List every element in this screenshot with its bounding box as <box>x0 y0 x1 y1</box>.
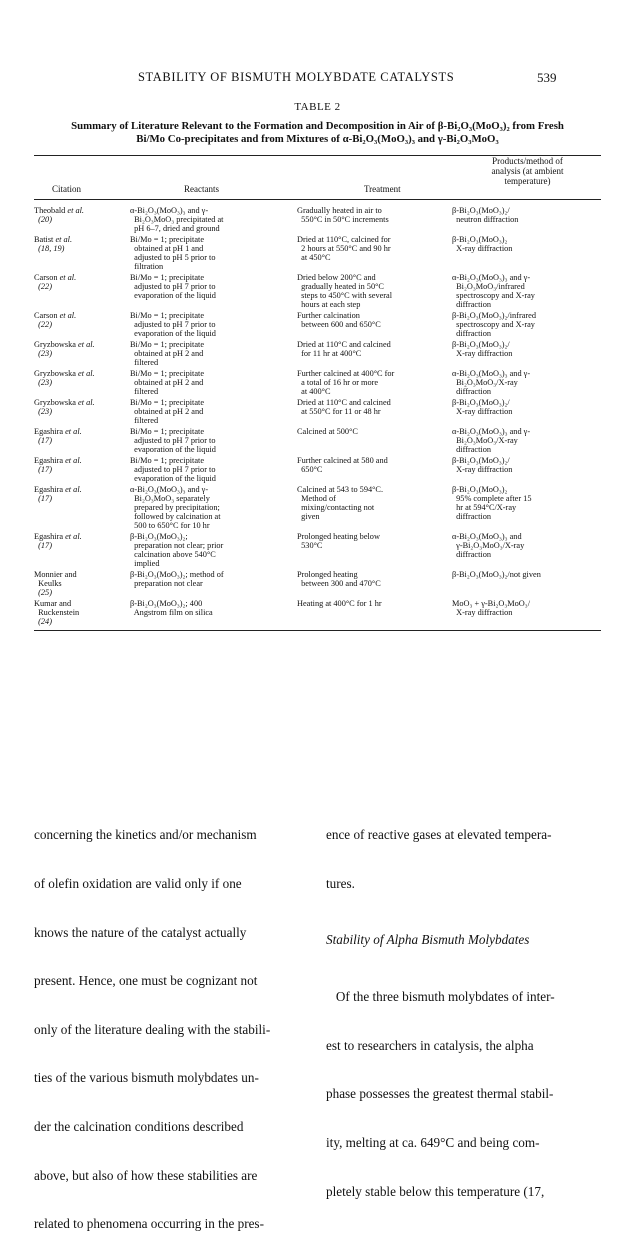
header-products-line: analysis (at ambient <box>491 166 564 176</box>
cell-citation <box>34 485 130 530</box>
cell-treatment <box>297 235 452 271</box>
cell-line: (20) <box>34 215 52 224</box>
cell-treatment <box>297 485 452 530</box>
cell-line: calcination above 540°C <box>130 550 216 559</box>
cell-line: obtained at pH 1 and <box>130 244 204 253</box>
cell-line: obtained at pH 2 and <box>130 378 204 387</box>
table-row <box>34 427 601 454</box>
cell-line: Calcined at 500°C <box>297 427 358 436</box>
cell-line: X-ray diffraction <box>452 465 513 474</box>
body-line: tures. <box>326 876 355 892</box>
cell-products <box>452 599 601 626</box>
body-line: ity, melting at ca. 649°C and being com- <box>326 1135 540 1151</box>
cell-line: β-Bi₂O₃(MoO₃)₂ <box>452 485 508 494</box>
cell-citation <box>34 570 130 597</box>
table-row <box>34 570 601 597</box>
cell-line: filtered <box>130 358 159 367</box>
cell-line: Bi₂O₃MoO₃/X-ray <box>452 436 518 445</box>
cell-line: Angstrom film on silica <box>130 608 213 617</box>
cell-treatment <box>297 369 452 396</box>
cell-line: Bi/Mo = 1; precipitate <box>130 340 205 349</box>
cell-line: Bi₂O₃MoO₃/X-ray <box>452 378 518 387</box>
cell-line: Further calcined at 580 and <box>297 456 388 465</box>
cell-line: X-ray diffraction <box>452 244 513 253</box>
cell-line: 550°C in 50°C increments <box>297 215 389 224</box>
cell-line: Egashira et al. <box>34 532 82 541</box>
body-left-column <box>34 795 311 1249</box>
table-row <box>34 311 601 338</box>
cell-products <box>452 273 601 309</box>
table-row <box>34 340 601 367</box>
cell-line: filtration <box>130 262 164 271</box>
table-row <box>34 235 601 271</box>
cell-line: (17) <box>34 465 52 474</box>
cell-products <box>452 340 601 367</box>
cell-line: α-Bi₂O₃(MoO₃)₃ and γ- <box>452 273 531 282</box>
cell-reactants <box>130 311 297 338</box>
body-right-column <box>326 795 603 1216</box>
cell-line: adjusted to pH 7 prior to <box>130 282 216 291</box>
body-line: of olefin oxidation are valid only if one <box>34 876 242 892</box>
cell-line: Gryzbowska et al. <box>34 369 95 378</box>
cell-line: Bi₂O₃MoO₃ separately <box>130 494 210 503</box>
cell-line: (17) <box>34 494 52 503</box>
cell-citation <box>34 369 130 396</box>
cell-line: (18, 19) <box>34 244 65 253</box>
cell-line: evaporation of the liquid <box>130 329 216 338</box>
cell-line: (22) <box>34 320 52 329</box>
cell-products <box>452 485 601 530</box>
cell-reactants <box>130 273 297 309</box>
cell-reactants <box>130 456 297 483</box>
cell-line: obtained at pH 2 and <box>130 407 204 416</box>
body-line: ence of reactive gases at elevated tempera- <box>326 827 552 843</box>
cell-line: filtered <box>130 416 159 425</box>
cell-line: (24) <box>34 617 52 626</box>
table-row <box>34 532 601 568</box>
cell-line: implied <box>130 559 160 568</box>
cell-line: obtained at pH 2 and <box>130 349 204 358</box>
cell-products <box>452 532 601 568</box>
cell-line: Dried at 110°C and calcined <box>297 398 391 407</box>
table-caption-line: Bi/Mo Co-precipitates and from Mixtures of α-Bi₂O₃(MoO₃)₃ and γ-Bi₂O₃MoO₃ <box>136 133 499 145</box>
cell-products <box>452 427 601 454</box>
cell-line: β-Bi₂O₃(MoO₃)₂/infrared <box>452 311 536 320</box>
cell-line: evaporation of the liquid <box>130 474 216 483</box>
cell-line: α-Bi₂O₃(MoO₃)₃ and γ- <box>452 427 531 436</box>
cell-line: X-ray diffraction <box>452 407 513 416</box>
cell-products <box>452 311 601 338</box>
cell-line: Calcined at 543 to 594°C. <box>297 485 384 494</box>
cell-line: Egashira et al. <box>34 485 82 494</box>
cell-reactants <box>130 427 297 454</box>
cell-line: at 450°C <box>297 253 331 262</box>
cell-line: Prolonged heating below <box>297 532 380 541</box>
cell-line: Batist et al. <box>34 235 73 244</box>
cell-line: γ-Bi₂O₃MoO₃/X-ray <box>452 541 525 550</box>
header-treatment: Treatment <box>364 184 401 194</box>
cell-citation <box>34 599 130 626</box>
cell-line: Bi/Mo = 1; precipitate <box>130 427 205 436</box>
cell-line: Gryzbowska et al. <box>34 398 95 407</box>
table-row <box>34 369 601 396</box>
cell-line: β-Bi₂O₃(MoO₃)₂/ <box>452 456 510 465</box>
cell-line: (23) <box>34 349 52 358</box>
cell-products <box>452 235 601 271</box>
cell-line: at 400°C <box>297 387 331 396</box>
body-line: concerning the kinetics and/or mechanism <box>34 827 257 843</box>
cell-line: X-ray diffraction <box>452 608 513 617</box>
cell-line: spectroscopy and X-ray <box>452 291 535 300</box>
cell-line: prepared by precipitation; <box>130 503 220 512</box>
cell-line: Gryzbowska et al. <box>34 340 95 349</box>
cell-line: between 600 and 650°C <box>297 320 381 329</box>
cell-line: for 11 hr at 400°C <box>297 349 362 358</box>
cell-line: hours at each step <box>297 300 361 309</box>
cell-reactants <box>130 369 297 396</box>
cell-line: X-ray diffraction <box>452 349 513 358</box>
body-line: phase possesses the greatest thermal stabil- <box>326 1086 554 1102</box>
cell-line: β-Bi₂O₃(MoO₃)₂; <box>130 532 188 541</box>
cell-line: mixing/contacting not <box>297 503 375 512</box>
header-reactants: Reactants <box>184 184 219 194</box>
cell-line: Egashira et al. <box>34 427 82 436</box>
cell-line: neutron diffraction <box>452 215 519 224</box>
cell-line: adjusted to pH 5 prior to <box>130 253 216 262</box>
cell-line: Monnier and <box>34 570 77 579</box>
cell-line: Bi/Mo = 1; precipitate <box>130 311 205 320</box>
cell-treatment <box>297 427 452 454</box>
cell-reactants <box>130 206 297 233</box>
cell-line: Carson et al. <box>34 311 77 320</box>
cell-line: 530°C <box>297 541 323 550</box>
cell-treatment <box>297 599 452 626</box>
page-number: 539 <box>537 70 557 85</box>
table-header-row <box>34 156 601 196</box>
cell-treatment <box>297 532 452 568</box>
cell-line: a total of 16 hr or more <box>297 378 379 387</box>
cell-citation <box>34 273 130 309</box>
cell-line: diffraction <box>452 329 492 338</box>
cell-line: α-Bi₂O₃(MoO₃)₃ and <box>452 532 522 541</box>
table-caption-line: Summary of Literature Relevant to the Formation and Decomposition in Air of β-Bi₂O₃(MoO₃)₂ from Fresh <box>71 120 564 132</box>
cell-line: Ruckenstein <box>34 608 80 617</box>
cell-line: Bi₂O₃MoO₃/infrared <box>452 282 525 291</box>
cell-line: β-Bi₂O₃(MoO₃)₂/ <box>452 398 510 407</box>
body-line: der the calcination conditions described <box>34 1119 244 1135</box>
cell-line: Further calcined at 400°C for <box>297 369 395 378</box>
cell-line: Bi/Mo = 1; precipitate <box>130 235 205 244</box>
cell-treatment <box>297 206 452 233</box>
cell-line: preparation not clear <box>130 579 203 588</box>
running-header <box>0 70 635 86</box>
cell-citation <box>34 340 130 367</box>
cell-line: pH 6–7, dried and ground <box>130 224 220 233</box>
cell-line: Bi/Mo = 1; precipitate <box>130 456 205 465</box>
cell-line: adjusted to pH 7 prior to <box>130 465 216 474</box>
cell-line: (23) <box>34 407 52 416</box>
cell-reactants <box>130 398 297 425</box>
table-body <box>34 206 601 628</box>
header-citation: Citation <box>52 184 81 194</box>
header-products-line: temperature) <box>504 176 551 186</box>
cell-line: β-Bi₂O₃(MoO₃)₂/ <box>452 206 510 215</box>
cell-line: 2 hours at 550°C and 90 hr <box>297 244 391 253</box>
cell-line: (23) <box>34 378 52 387</box>
cell-line: diffraction <box>452 445 492 454</box>
cell-line: MoO₃ + γ-Bi₂O₃MoO₃/ <box>452 599 530 608</box>
cell-citation <box>34 311 130 338</box>
body-line: only of the literature dealing with the stabili- <box>34 1021 271 1037</box>
running-title: STABILITY OF BISMUTH MOLYBDATE CATALYSTS <box>138 70 455 84</box>
cell-line: Dried at 110°C and calcined <box>297 340 391 349</box>
cell-line: diffraction <box>452 387 492 396</box>
cell-line: Dried at 110°C, calcined for <box>297 235 391 244</box>
cell-line: evaporation of the liquid <box>130 291 216 300</box>
cell-line: Bi/Mo = 1; precipitate <box>130 398 205 407</box>
cell-line: at 550°C for 11 or 48 hr <box>297 407 381 416</box>
cell-line: diffraction <box>452 550 492 559</box>
cell-citation <box>34 456 130 483</box>
table-header-rule <box>34 199 601 200</box>
cell-citation <box>34 398 130 425</box>
cell-products <box>452 456 601 483</box>
cell-treatment <box>297 273 452 309</box>
cell-line: followed by calcination at <box>130 512 221 521</box>
cell-line: steps to 450°C with several <box>297 291 393 300</box>
header-products <box>454 156 601 186</box>
cell-products <box>452 206 601 233</box>
table-row <box>34 273 601 309</box>
table-row <box>34 398 601 425</box>
cell-line: spectroscopy and X-ray <box>452 320 535 329</box>
cell-line: adjusted to pH 7 prior to <box>130 436 216 445</box>
cell-line: given <box>297 512 320 521</box>
cell-line: (17) <box>34 541 52 550</box>
body-line: related to phenomena occurring in the pres- <box>34 1216 264 1232</box>
cell-line: β-Bi₂O₃(MoO₃)₂ <box>452 235 508 244</box>
cell-treatment <box>297 311 452 338</box>
table-row <box>34 456 601 483</box>
cell-line: Bi/Mo = 1; precipitate <box>130 273 205 282</box>
cell-line: Further calcination <box>297 311 360 320</box>
header-products-line: Products/method of <box>492 156 563 166</box>
section-subheading: Stability of Alpha Bismuth Molybdates <box>326 931 530 947</box>
body-line: ties of the various bismuth molybdates un- <box>34 1070 259 1086</box>
cell-line: 95% complete after 15 <box>452 494 532 503</box>
table-row <box>34 485 601 530</box>
cell-citation <box>34 532 130 568</box>
cell-citation <box>34 427 130 454</box>
cell-reactants <box>130 485 297 530</box>
body-line: present. Hence, one must be cognizant not <box>34 973 258 989</box>
cell-line: Egashira et al. <box>34 456 82 465</box>
cell-line: β-Bi₂O₃(MoO₃)₂/not given <box>452 570 541 579</box>
cell-line: Bi/Mo = 1; precipitate <box>130 369 205 378</box>
cell-line: diffraction <box>452 512 492 521</box>
body-line: above, but also of how these stabilities are <box>34 1167 258 1183</box>
cell-line: Prolonged heating <box>297 570 358 579</box>
cell-line: hr at 594°C/X-ray <box>452 503 517 512</box>
body-line: pletely stable below this temperature (17, <box>326 1183 545 1199</box>
cell-line: (22) <box>34 282 52 291</box>
cell-reactants <box>130 340 297 367</box>
body-line: Of the three bismuth molybdates of inter- <box>326 989 555 1005</box>
cell-treatment <box>297 570 452 597</box>
cell-reactants <box>130 570 297 597</box>
cell-citation <box>34 235 130 271</box>
cell-line: 500 to 650°C for 10 hr <box>130 521 210 530</box>
cell-line: α-Bi₂O₃(MoO₃)₃ and γ- <box>130 485 209 494</box>
cell-line: β-Bi₂O₃(MoO₃)₂/ <box>452 340 510 349</box>
cell-treatment <box>297 456 452 483</box>
cell-line: (17) <box>34 436 52 445</box>
cell-products <box>452 570 601 597</box>
cell-line: filtered <box>130 387 159 396</box>
table-row <box>34 599 601 626</box>
cell-line: Carson et al. <box>34 273 77 282</box>
cell-reactants <box>130 599 297 626</box>
cell-reactants <box>130 532 297 568</box>
cell-line: between 300 and 470°C <box>297 579 381 588</box>
cell-line: (25) <box>34 588 52 597</box>
cell-line: β-Bi₂O₃(MoO₃)₂; method of <box>130 570 224 579</box>
table-row <box>34 206 601 233</box>
cell-line: β-Bi₂O₃(MoO₃)₂; 400 <box>130 599 203 608</box>
body-line: est to researchers in catalysis, the alpha <box>326 1037 534 1053</box>
cell-line: Heating at 400°C for 1 hr <box>297 599 382 608</box>
cell-products <box>452 369 601 396</box>
cell-line: diffraction <box>452 300 492 309</box>
cell-line: Bi₂O₃MoO₃ precipitated at <box>130 215 224 224</box>
body-line: knows the nature of the catalyst actually <box>34 924 247 940</box>
cell-products <box>452 398 601 425</box>
cell-line: Theobald et al. <box>34 206 85 215</box>
cell-line: Keulks <box>34 579 62 588</box>
cell-line: Method of <box>297 494 336 503</box>
cell-reactants <box>130 235 297 271</box>
cell-citation <box>34 206 130 233</box>
cell-line: Dried below 200°C and <box>297 273 376 282</box>
table-caption <box>34 120 601 146</box>
cell-treatment <box>297 398 452 425</box>
cell-line: gradually heated in 50°C <box>297 282 384 291</box>
cell-line: α-Bi₂O₃(MoO₃)₃ and γ- <box>452 369 531 378</box>
table-label: TABLE 2 <box>294 101 341 113</box>
cell-line: evaporation of the liquid <box>130 445 216 454</box>
table-bottom-rule <box>34 630 601 631</box>
cell-line: Gradually heated in air to <box>297 206 382 215</box>
cell-line: adjusted to pH 7 prior to <box>130 320 216 329</box>
cell-line: preparation not clear; prior <box>130 541 224 550</box>
cell-line: Kumar and <box>34 599 72 608</box>
cell-treatment <box>297 340 452 367</box>
cell-line: α-Bi₂O₃(MoO₃)₃ and γ- <box>130 206 209 215</box>
cell-line: 650°C <box>297 465 323 474</box>
